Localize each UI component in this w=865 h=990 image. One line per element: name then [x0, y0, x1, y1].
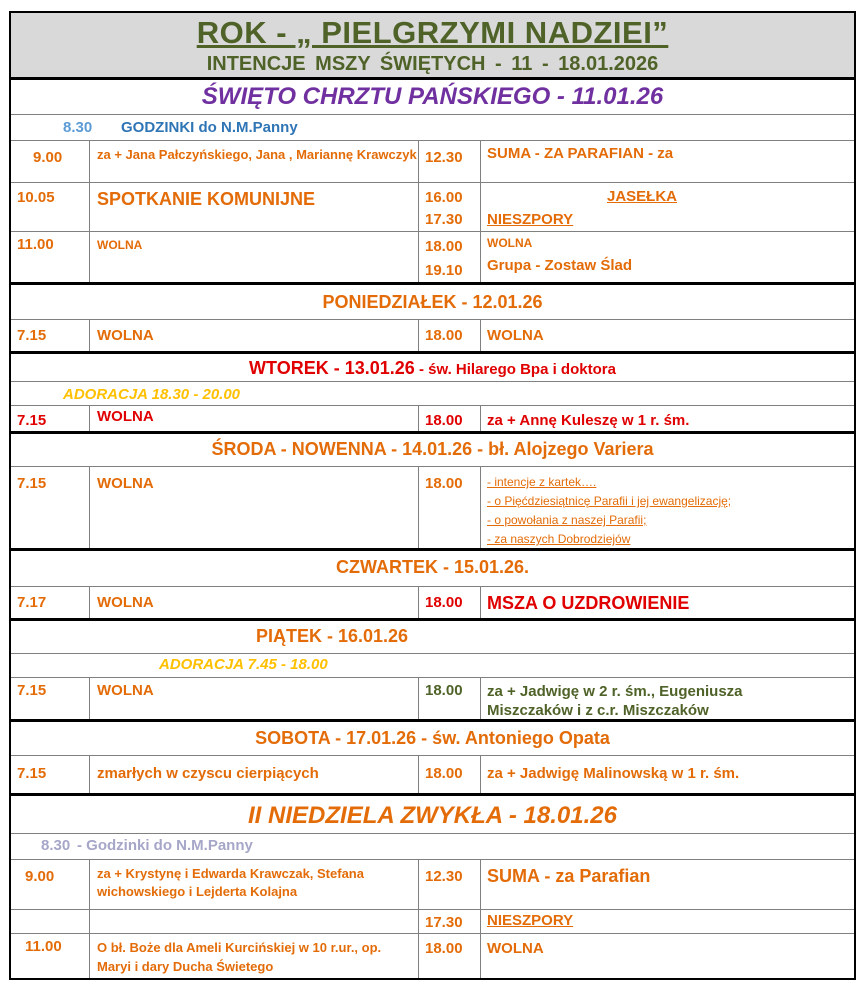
day-title: PONIEDZIAŁEK - 12.01.26 — [322, 292, 543, 312]
day-title: WTOREK - 13.01.26 — [249, 358, 415, 378]
godzinki-time: 8.30 — [63, 119, 93, 136]
column-divider — [418, 140, 419, 282]
mass-time: 16.00 — [425, 189, 463, 206]
mass-time: 7.15 — [17, 765, 47, 782]
mass-time: 18.00 — [425, 475, 463, 492]
mass-intention: SPOTKANIE KOMUNIJNE — [97, 189, 316, 209]
column-divider — [480, 586, 481, 618]
column-divider — [89, 859, 90, 980]
day-header-sunday — [11, 793, 854, 833]
column-divider — [480, 677, 481, 719]
day-header-wednesday — [11, 431, 854, 466]
day-title: II NIEDZIELA ZWYKŁA - 18.01.26 — [248, 802, 617, 829]
column-divider — [480, 405, 481, 431]
mass-time: 18.00 — [425, 327, 463, 344]
column-divider — [480, 466, 481, 548]
mass-time: 7.15 — [17, 327, 47, 344]
mass-row — [11, 405, 854, 431]
mass-time: 18.00 — [425, 238, 463, 255]
list-item: - intencje z kartek…. — [487, 475, 597, 489]
adoracja-label: ADORACJA 18.30 - 20.00 — [63, 386, 241, 403]
day-title: CZWARTEK - 15.01.26. — [335, 557, 530, 577]
event-label: NIESZPORY — [487, 211, 574, 228]
mass-intention: WOLNA — [97, 327, 154, 344]
godzinki-label: - Godzinki do N.M.Panny — [77, 837, 253, 854]
mass-time: 7.17 — [17, 594, 47, 611]
mass-time: 18.00 — [425, 682, 463, 699]
column-divider — [418, 755, 419, 793]
column-divider — [418, 586, 419, 618]
column-divider — [89, 755, 90, 793]
mass-intention: WOLNA — [97, 475, 154, 492]
page-title: ROK - „ PIELGRZYMI NADZIEI” — [196, 15, 669, 50]
mass-intention: SUMA - ZA PARAFIAN - za — [487, 145, 674, 162]
mass-time: 12.30 — [425, 868, 463, 885]
mass-intention: Grupa - Zostaw Ślad — [487, 257, 633, 274]
mass-intention: WOLNA — [487, 327, 544, 344]
day-header-sunday — [11, 77, 854, 114]
column-divider — [480, 859, 481, 980]
adoracja-row — [11, 381, 854, 405]
mass-intention: MSZA O UZDROWIENIE — [487, 593, 690, 613]
mass-row — [11, 140, 854, 182]
day-header-friday — [11, 618, 854, 653]
event-label: NIESZPORY — [487, 912, 574, 929]
column-divider — [89, 405, 90, 431]
column-divider — [89, 466, 90, 548]
page-subtitle: INTENCJE MSZY ŚWIĘTYCH - 11 - 18.01.2026 — [206, 53, 659, 75]
mass-intention: WOLNA — [97, 594, 154, 611]
mass-intention: za + Annę Kuleszę w 1 r. śm. — [487, 412, 690, 429]
column-divider — [418, 859, 419, 980]
list-item: - o powołania z naszej Parafii; — [487, 513, 647, 527]
mass-time: 9.00 — [25, 868, 55, 885]
mass-row — [11, 859, 854, 909]
mass-row — [11, 182, 854, 231]
mass-row — [11, 466, 854, 548]
day-header-tuesday — [11, 351, 854, 381]
mass-time: 11.00 — [17, 236, 54, 253]
mass-time: 11.00 — [25, 938, 62, 955]
mass-time: 18.00 — [425, 594, 463, 611]
godzinki-row — [11, 114, 854, 140]
mass-time: 17.30 — [425, 211, 463, 228]
intention-list — [487, 473, 731, 549]
mass-row — [11, 933, 854, 980]
mass-row — [11, 586, 854, 618]
day-title: ŚWIĘTO CHRZTU PAŃSKIEGO - 11.01.26 — [201, 83, 664, 110]
column-divider — [418, 466, 419, 548]
mass-time: 18.00 — [425, 412, 463, 429]
mass-intention: zmarłych w czyscu cierpiących — [97, 765, 319, 782]
list-item: - o Pięćdziesiątnicę Parafii i jej ewangelizację; — [487, 494, 732, 508]
mass-intention: za + Jadwigę w 2 r. śm., Eugeniusza Miszczaków i z c.r. Miszczaków — [487, 683, 743, 719]
day-header-thursday — [11, 548, 854, 586]
column-divider — [480, 140, 481, 282]
mass-time: 17.30 — [425, 914, 463, 931]
mass-row — [11, 319, 854, 351]
schedule-table — [9, 11, 856, 980]
adoracja-label: ADORACJA 7.45 - 18.00 — [159, 656, 328, 673]
mass-time: 7.15 — [17, 682, 47, 699]
mass-intention: WOLNA — [97, 682, 154, 699]
mass-intention: za + Jana Pałczyńskiego, Jana , Mariannę Krawczyk — [97, 147, 417, 162]
column-divider — [480, 755, 481, 793]
day-saint: - św. Hilarego Bpa i doktora — [414, 361, 616, 378]
godzinki-row — [11, 833, 854, 859]
header — [11, 13, 854, 77]
mass-time: 7.15 — [17, 412, 47, 429]
godzinki-time: 8.30 — [41, 837, 71, 854]
mass-time: 7.15 — [17, 475, 47, 492]
mass-intention: za + Jadwigę Malinowską w 1 r. śm. — [487, 765, 740, 782]
column-divider — [418, 319, 419, 351]
day-header-monday — [11, 282, 854, 319]
mass-intention: O bł. Boże dla Ameli Kurcińskiej w 10 r.ur., op. Maryi i dary Ducha Świetego — [97, 940, 382, 974]
list-item: - za naszych Dobrodziejów — [487, 532, 631, 546]
godzinki-label: GODZINKI do N.M.Panny — [121, 119, 298, 136]
event-label: JASEŁKA — [607, 188, 678, 205]
mass-time: 10.05 — [17, 189, 55, 206]
mass-time: 9.00 — [33, 149, 63, 166]
day-header-saturday — [11, 719, 854, 755]
column-divider — [418, 405, 419, 431]
mass-intention: WOLNA — [97, 408, 154, 425]
adoracja-row — [11, 653, 854, 677]
mass-time: 12.30 — [425, 149, 463, 166]
column-divider — [89, 140, 90, 282]
mass-time: 19.10 — [425, 262, 463, 279]
mass-intention: WOLNA — [97, 238, 143, 252]
column-divider — [418, 677, 419, 719]
mass-intention: WOLNA — [487, 940, 544, 957]
mass-row — [11, 231, 854, 282]
mass-time: 18.00 — [425, 765, 463, 782]
day-title: PIĄTEK - 16.01.26 — [256, 626, 409, 646]
day-title: ŚRODA - NOWENNA - 14.01.26 - bł. Alojzego Variera — [211, 439, 654, 459]
mass-intention: za + Krystynę i Edwarda Krawczak, Stefana wichowskiego i Lejderta Kolajna — [97, 866, 364, 899]
column-divider — [480, 319, 481, 351]
mass-intention: SUMA - za Parafian — [487, 866, 651, 886]
mass-time: 18.00 — [425, 940, 463, 957]
mass-row — [11, 909, 854, 933]
mass-intention: WOLNA — [487, 236, 533, 250]
mass-row — [11, 677, 854, 719]
day-title: SOBOTA - 17.01.26 - św. Antoniego Opata — [255, 728, 610, 748]
column-divider — [89, 677, 90, 719]
mass-row — [11, 755, 854, 793]
column-divider — [89, 319, 90, 351]
column-divider — [89, 586, 90, 618]
